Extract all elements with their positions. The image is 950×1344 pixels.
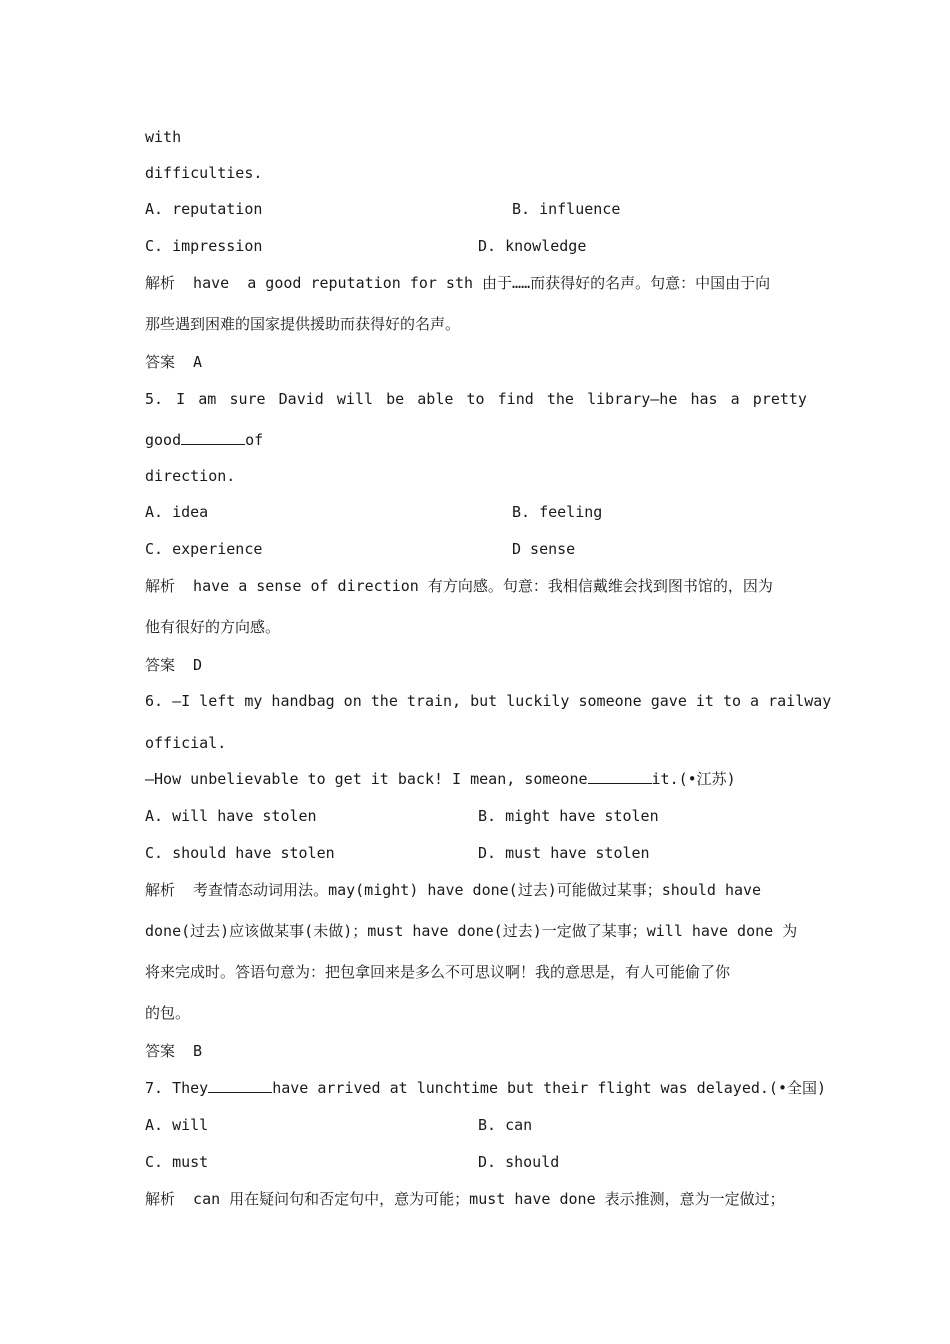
q6-stem-text: —How unbelievable to get it back! I mean, someone: [145, 770, 588, 788]
q4-stem-line-2: difficulties.: [145, 164, 263, 182]
q5-stem-line-2: [145, 430, 263, 450]
q5-stem-line-3: direction.: [145, 467, 236, 485]
q5-word: will: [336, 390, 374, 408]
q5-word: the: [546, 390, 574, 408]
q5-answer: 答案 D: [145, 656, 203, 674]
q6-analysis-line-3: 将来完成时。答语句意为：把包拿回来是多么不可思议啊！我的意思是，有人可能偷了你: [145, 963, 731, 981]
q5-word: sure: [229, 390, 266, 408]
q7-option-a: A. will: [145, 1116, 209, 1134]
q7-stem-text: have arrived at lunchtime but their flight was delayed.(•全国): [272, 1079, 827, 1097]
q4-analysis-line-1: 解析 have a good reputation for sth 由于……而获得好的名声。句意：中国由于向: [145, 274, 771, 292]
q6-option-c: C. should have stolen: [145, 844, 335, 862]
q5-stem-text: good: [145, 431, 182, 449]
q6-analysis-line-4: 的包。: [145, 1004, 191, 1022]
q5-word: 5.: [145, 390, 164, 408]
q4-option-c: C. impression: [145, 237, 263, 255]
q4-option-a: A. reputation: [145, 200, 263, 218]
q7-option-b: B. can: [478, 1116, 533, 1134]
q5-word: I: [176, 390, 186, 408]
q5-option-d: D sense: [512, 540, 576, 558]
q7-analysis-line-1: 解析 can 用在疑问句和否定句中，意为可能；must have done 表示推测，意为一定做过；: [145, 1190, 785, 1208]
q5-word: a: [730, 390, 740, 408]
q5-word: able: [417, 390, 454, 408]
q6-stem-line-1: 6. —I left my handbag on the train, but luckily someone gave it to a railway: [145, 692, 832, 710]
q6-stem-line-3: [145, 769, 736, 789]
q7-stem-text: 7. They: [145, 1079, 209, 1097]
q5-word: find: [497, 390, 534, 408]
answer-blank: [208, 1078, 272, 1093]
q6-answer: 答案 B: [145, 1042, 203, 1060]
q6-stem-text: it.(•江苏): [651, 770, 736, 788]
q7-stem-line-1: [145, 1078, 826, 1098]
q7-option-d: D. should: [478, 1153, 560, 1171]
q6-analysis-line-2: done(过去)应该做某事(未做)；must have done(过去)一定做了某事；will have done 为: [145, 922, 798, 940]
q5-analysis-line-1: 解析 have a sense of direction 有方向感。句意：我相信戴维会找到图书馆的，因为: [145, 577, 773, 595]
q4-answer: 答案 A: [145, 353, 203, 371]
q4-stem-line-1: with: [145, 128, 182, 146]
q4-analysis-line-2: 那些遇到困难的国家提供援助而获得好的名声。: [145, 315, 461, 333]
q7-option-c: C. must: [145, 1153, 209, 1171]
q5-stem-text: of: [245, 431, 264, 449]
q6-option-a: A. will have stolen: [145, 807, 317, 825]
q6-option-b: B. might have stolen: [478, 807, 659, 825]
q4-option-d: D. knowledge: [478, 237, 587, 255]
q4-option-b: B. influence: [512, 200, 621, 218]
q5-word: David: [278, 390, 324, 408]
q5-option-b: B. feeling: [512, 503, 603, 521]
q5-option-c: C. experience: [145, 540, 263, 558]
q6-analysis-line-1: 解析 考查情态动词用法。may(might) have done(过去)可能做过某事；should have: [145, 881, 762, 899]
q5-stem-line-1: [145, 389, 807, 409]
q5-word: pretty: [752, 390, 807, 408]
q5-word: am: [198, 390, 217, 408]
q6-stem-line-2: official.: [145, 734, 227, 752]
q5-word: has: [690, 390, 718, 408]
q5-option-a: A. idea: [145, 503, 209, 521]
answer-blank: [181, 430, 245, 445]
answer-blank: [588, 769, 652, 784]
q5-analysis-line-2: 他有很好的方向感。: [145, 618, 281, 636]
q5-word: be: [386, 390, 405, 408]
q5-word: to: [466, 390, 485, 408]
q6-option-d: D. must have stolen: [478, 844, 650, 862]
q5-word: library—he: [587, 390, 678, 408]
